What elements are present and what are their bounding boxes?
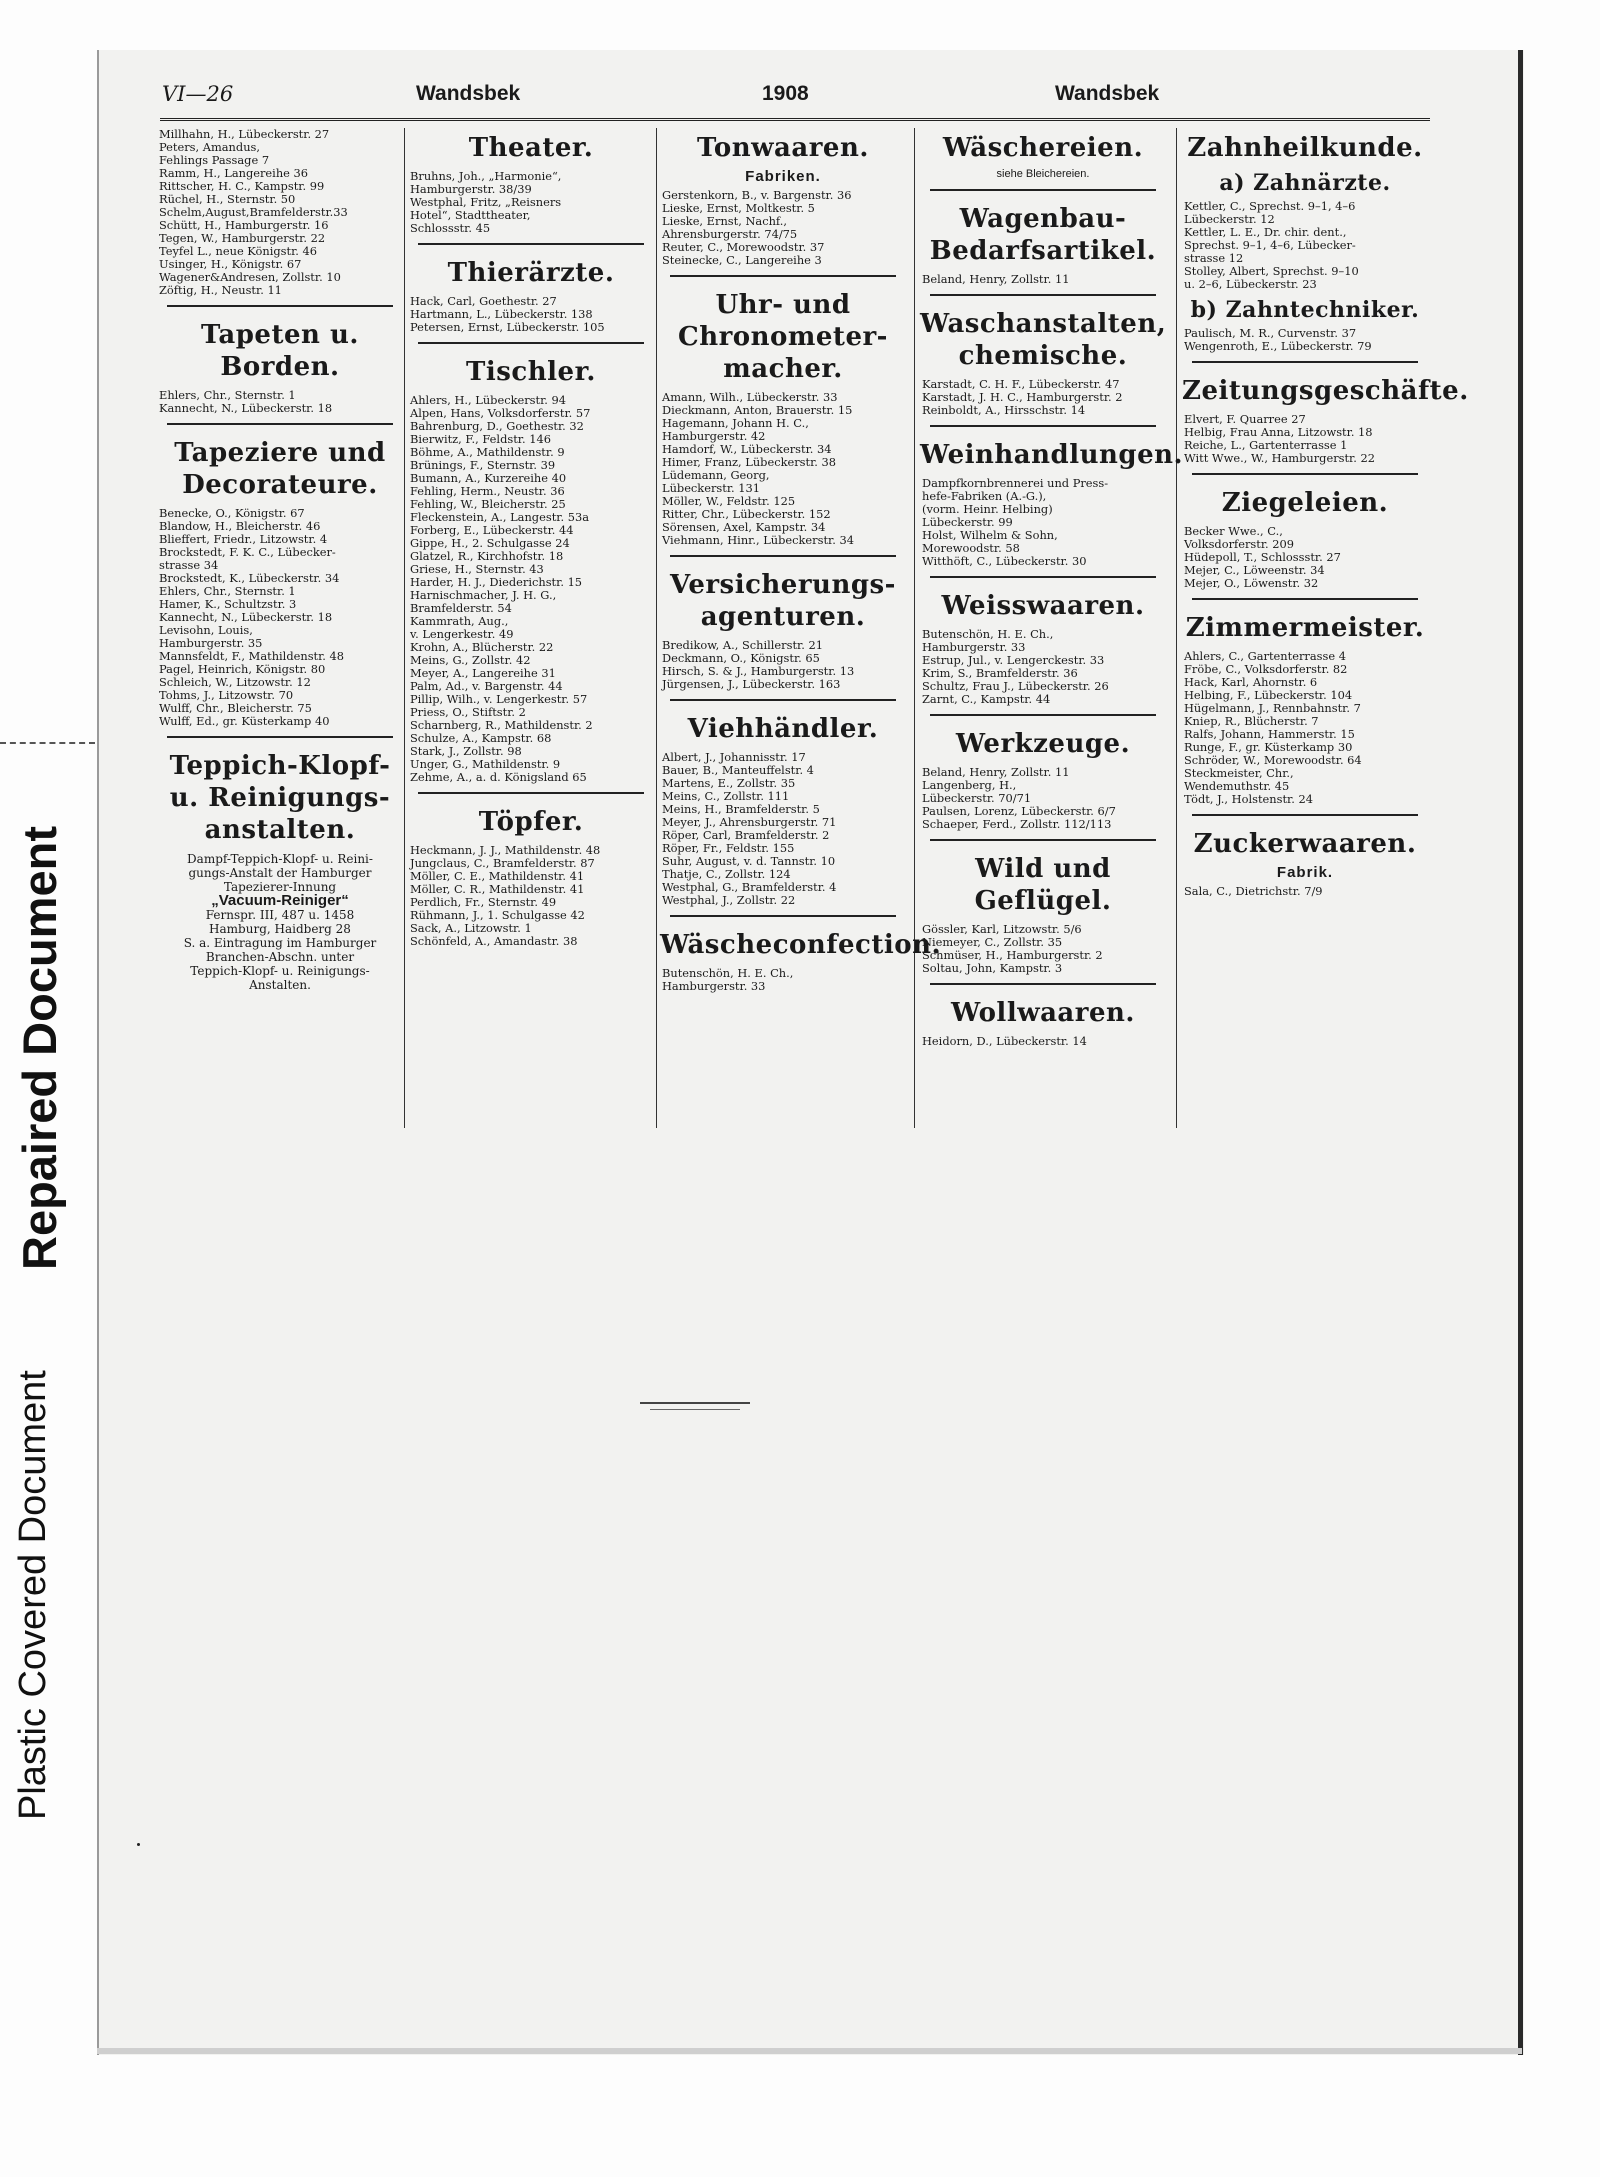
section-separator xyxy=(670,915,896,917)
directory-entry: Röper, Fr., Feldstr. 155 xyxy=(662,841,795,855)
directory-entry: Meyer, J., Ahrensburgerstr. 71 xyxy=(662,815,837,829)
directory-entry: Lüdemann, Georg, Lübeckerstr. 131 xyxy=(662,468,770,495)
section-separator xyxy=(930,294,1156,296)
section-heading: Werkzeuge. xyxy=(955,729,1131,759)
directory-entry: Perdlich, Fr., Sternstr. 49 xyxy=(410,895,557,909)
directory-column-2 xyxy=(408,128,654,948)
directory-entry: Kannecht, N., Lübeckerstr. 18 xyxy=(159,610,333,624)
advertisement-line: Tapezierer-Innung xyxy=(223,880,337,894)
section-heading: Töpfer. xyxy=(478,807,584,837)
directory-entry: Röper, Carl, Bramfelderstr. 2 xyxy=(662,828,830,842)
directory-entry: Sack, A., Litzowstr. 1 xyxy=(410,921,532,935)
directory-entry: Fehling, W., Bleicherstr. 25 xyxy=(410,497,566,511)
directory-entry: Butenschön, H. E. Ch., Hamburgerstr. 33 xyxy=(662,966,794,993)
directory-entry: Ahlers, H., Lübeckerstr. 94 xyxy=(410,393,567,407)
directory-entry: Kettler, L. E., Dr. chir. dent., Sprechst. 9–1, 4–6, Lübecker- strasse 12 xyxy=(1184,225,1356,265)
section-heading: Wäschereien. xyxy=(942,133,1144,163)
advertisement xyxy=(157,852,403,992)
directory-entry: Schelm,August,Bramfelderstr.33 xyxy=(159,205,348,219)
section-separator xyxy=(418,342,644,344)
section-heading: b) Zahntechniker. xyxy=(1190,297,1420,323)
directory-entry: Reuter, C., Morewoodstr. 37 xyxy=(662,240,825,254)
directory-entry: Heidorn, D., Lübeckerstr. 14 xyxy=(922,1034,1087,1048)
section-separator xyxy=(930,425,1156,427)
section-separator xyxy=(930,576,1156,578)
directory-entry: Steckmeister, Chr., Wendemuthstr. 45 xyxy=(1184,766,1294,793)
section-separator xyxy=(670,275,896,277)
header-left-title: Wandsbek xyxy=(416,82,521,105)
directory-entry: Ritter, Chr., Lübeckerstr. 152 xyxy=(662,507,831,521)
directory-entry: Teyfel L., neue Königstr. 46 xyxy=(159,244,317,258)
section-subheading: Fabriken. xyxy=(745,168,821,185)
advertisement-line: Branchen-Abschn. unter xyxy=(205,950,355,964)
section-heading: Theater. xyxy=(468,133,594,163)
directory-entry: Gerstenkorn, B., v. Bargenstr. 36 xyxy=(662,188,852,202)
directory-entry: Thatje, C., Zollstr. 124 xyxy=(662,867,791,881)
advertisement-line: Hamburg, Haidberg 28 xyxy=(209,922,351,936)
directory-entry: Ralfs, Johann, Hammerstr. 15 xyxy=(1184,727,1355,741)
section-heading: Tapeten u. Borden. xyxy=(201,320,359,382)
section-separator xyxy=(418,792,644,794)
directory-entry: Fröbe, C., Volksdorferstr. 82 xyxy=(1184,662,1348,676)
advertisement-line: „Vacuum-Reiniger“ xyxy=(211,892,349,909)
directory-entry: Hack, Carl, Goethestr. 27 xyxy=(410,294,557,308)
directory-entry: Alpen, Hans, Volksdorferstr. 57 xyxy=(410,406,591,420)
directory-entry: Kettler, C., Sprechst. 9–1, 4–6 Lübeckerstr. 12 xyxy=(1184,199,1356,226)
directory-entry: Harder, H. J., Diederichstr. 15 xyxy=(410,575,583,589)
directory-entry: Estrup, Jul., v. Lengerckestr. 33 xyxy=(922,653,1105,667)
section-note: siehe Bleichereien. xyxy=(996,168,1090,180)
directory-entry: Zöftig, H., Neustr. 11 xyxy=(159,283,282,297)
directory-entry: Jungclaus, C., Bramfelderstr. 87 xyxy=(410,856,595,870)
section-heading: Zahnheilkunde. xyxy=(1187,133,1423,163)
directory-entry: Hügelmann, J., Rennbahnstr. 7 xyxy=(1184,701,1361,715)
directory-entry: Sala, C., Dietrichstr. 7/9 xyxy=(1184,884,1323,898)
advertisement-line: S. a. Eintragung im Hamburger xyxy=(183,936,377,950)
section-separator xyxy=(930,189,1156,191)
section-heading: Uhr- und Chronometer- macher. xyxy=(678,290,888,384)
directory-entry: Blieffert, Friedr., Litzowstr. 4 xyxy=(159,532,328,546)
directory-entry: Bahrenburg, D., Goethestr. 32 xyxy=(410,419,584,433)
directory-entry: Helbing, F., Lübeckerstr. 104 xyxy=(1184,688,1353,702)
directory-entry: Benecke, O., Königstr. 67 xyxy=(159,506,305,520)
page-bottom-edge xyxy=(97,2048,1522,2054)
directory-column-1 xyxy=(157,128,403,992)
section-separator xyxy=(1192,361,1418,363)
directory-entry: Beland, Henry, Zollstr. 11 xyxy=(922,272,1070,286)
advertisement-line: Dampf-Teppich-Klopf- u. Reini- xyxy=(187,852,373,866)
section-heading: Ziegeleien. xyxy=(1221,488,1389,518)
directory-entry: Hagemann, Johann H. C., Hamburgerstr. 42 xyxy=(662,416,809,443)
directory-entry: Bruhns, Joh., „Harmonie“, Hamburgerstr. 38/39 xyxy=(410,169,562,196)
directory-entry: Viehmann, Hinr., Lübeckerstr. 34 xyxy=(662,533,854,547)
header-rule xyxy=(160,118,1430,121)
directory-entry: Hartmann, L., Lübeckerstr. 138 xyxy=(410,307,593,321)
directory-entry: Wulff, Ed., gr. Küsterkamp 40 xyxy=(159,714,330,728)
section-separator xyxy=(1192,598,1418,600)
directory-entry: Möller, C. E., Mathildenstr. 41 xyxy=(410,869,585,883)
directory-entry: Paulsen, Lorenz, Lübeckerstr. 6/7 xyxy=(922,804,1116,818)
directory-entry: Schönfeld, A., Amandastr. 38 xyxy=(410,934,578,948)
page-right-edge xyxy=(1518,50,1523,2055)
directory-entry: Tohms, J., Litzowstr. 70 xyxy=(159,688,294,702)
directory-entry: Scharnberg, R., Mathildenstr. 2 xyxy=(410,718,593,732)
directory-entry: Schmüser, H., Hamburgerstr. 2 xyxy=(922,948,1103,962)
directory-entry: Fleckenstein, A., Langestr. 53a xyxy=(410,510,589,524)
directory-entry: Karstadt, C. H. F., Lübeckerstr. 47 xyxy=(922,377,1120,391)
column-divider xyxy=(914,128,915,1128)
directory-entry: Deckmann, O., Königstr. 65 xyxy=(662,651,820,665)
section-heading: Zeitungsgeschäfte. xyxy=(1182,376,1469,406)
directory-entry: Wulff, Chr., Bleicherstr. 75 xyxy=(159,701,312,715)
directory-entry: Witthöft, C., Lübeckerstr. 30 xyxy=(922,554,1087,568)
section-separator xyxy=(930,983,1156,985)
directory-entry: Heckmann, J. J., Mathildenstr. 48 xyxy=(410,843,601,857)
directory-entry: Meins, H., Bramfelderstr. 5 xyxy=(662,802,820,816)
directory-entry: Pillip, Wilh., v. Lengerkestr. 57 xyxy=(410,692,588,706)
directory-entry: Rittscher, H. C., Kampstr. 99 xyxy=(159,179,325,193)
section-heading: Tapeziere und Decorateure. xyxy=(174,438,386,500)
directory-entry: Brockstedt, F. K. C., Lübecker- strasse 34 xyxy=(159,545,336,572)
directory-entry: Hack, Karl, Ahornstr. 6 xyxy=(1184,675,1318,689)
directory-entry: Möller, C. R., Mathildenstr. 41 xyxy=(410,882,585,896)
directory-entry: Westphal, J., Zollstr. 22 xyxy=(662,893,796,907)
directory-entry: Schröder, W., Morewoodstr. 64 xyxy=(1184,753,1362,767)
directory-entry: Pagel, Heinrich, Königstr. 80 xyxy=(159,662,326,676)
directory-entry: Krim, S., Bramfelderstr. 36 xyxy=(922,666,1078,680)
directory-entry: Griese, H., Sternstr. 43 xyxy=(410,562,544,576)
directory-entry: Mejer, O., Löwenstr. 32 xyxy=(1184,576,1319,590)
directory-entry: Zarnt, C., Kampstr. 44 xyxy=(922,692,1051,706)
directory-entry: Bauer, B., Manteuffelstr. 4 xyxy=(662,763,814,777)
page-mark-line xyxy=(650,1409,740,1410)
directory-entry: Sörensen, Axel, Kampstr. 34 xyxy=(662,520,826,534)
directory-entry: Hamer, K., Schultzstr. 3 xyxy=(159,597,297,611)
directory-entry: Meins, G., Zollstr. 42 xyxy=(410,653,531,667)
plastic-covered-label: Plastic Covered Document xyxy=(12,1370,54,1820)
directory-entry: Schütt, H., Hamburgerstr. 16 xyxy=(159,218,329,232)
directory-entry: Peters, Amandus, Fehlings Passage 7 xyxy=(159,140,270,167)
section-separator xyxy=(167,423,393,425)
section-heading: Teppich-Klopf- u. Reinigungs- anstalten. xyxy=(169,751,391,845)
section-heading: Versicherungs- agenturen. xyxy=(670,570,896,632)
speck xyxy=(137,1843,140,1846)
directory-entry: Fehling, Herm., Neustr. 36 xyxy=(410,484,565,498)
advertisement-line: gungs-Anstalt der Hamburger xyxy=(188,866,372,880)
directory-entry: Forberg, E., Lübeckerstr. 44 xyxy=(410,523,574,537)
directory-entry: Brünings, F., Sternstr. 39 xyxy=(410,458,556,472)
section-separator xyxy=(418,243,644,245)
section-heading: Weisswaaren. xyxy=(941,591,1145,621)
directory-entry: Ehlers, Chr., Sternstr. 1 xyxy=(159,584,296,598)
directory-entry: Dieckmann, Anton, Brauerstr. 15 xyxy=(662,403,853,417)
section-heading: Wollwaaren. xyxy=(951,998,1135,1028)
section-heading: Wild und Geflügel. xyxy=(974,854,1112,916)
directory-entry: Ramm, H., Langereihe 36 xyxy=(159,166,309,180)
directory-entry: Ehlers, Chr., Sternstr. 1 xyxy=(159,388,296,402)
directory-entry: Hüdepoll, T., Schlossstr. 27 xyxy=(1184,550,1341,564)
directory-entry: Bredikow, A., Schillerstr. 21 xyxy=(662,638,823,652)
directory-entry: Himer, Franz, Lübeckerstr. 38 xyxy=(662,455,837,469)
header-right-title: Wandsbek xyxy=(1055,82,1160,105)
advertisement-line: Teppich-Klopf- u. Reinigungs- xyxy=(190,964,370,978)
directory-entry: Krohn, A., Blücherstr. 22 xyxy=(410,640,554,654)
scan-edge-dashes xyxy=(0,742,95,744)
directory-entry: Karstadt, J. H. C., Hamburgerstr. 2 xyxy=(922,390,1123,404)
header-year: 1908 xyxy=(762,82,809,105)
directory-entry: Zehme, A., a. d. Königsland 65 xyxy=(410,770,587,784)
section-separator xyxy=(167,736,393,738)
directory-entry: Kannecht, N., Lübeckerstr. 18 xyxy=(159,401,333,415)
directory-entry: Hamdorf, W., Lübeckerstr. 34 xyxy=(662,442,832,456)
section-heading: Waschanstalten, chemische. xyxy=(920,309,1167,371)
section-heading: a) Zahnärzte. xyxy=(1219,170,1391,196)
advertisement-line: Anstalten. xyxy=(249,978,311,992)
directory-entry: Ahlers, C., Gartenterrasse 4 xyxy=(1184,649,1346,663)
page-header xyxy=(162,82,1430,108)
directory-entry: Petersen, Ernst, Lübeckerstr. 105 xyxy=(410,320,605,334)
directory-entry: Hirsch, S. & J., Hamburgerstr. 13 xyxy=(662,664,855,678)
directory-entry: Paulisch, M. R., Curvenstr. 37 xyxy=(1184,326,1357,340)
directory-entry: Helbig, Frau Anna, Litzowstr. 18 xyxy=(1184,425,1373,439)
directory-column-3 xyxy=(660,128,942,993)
directory-entry: Kammrath, Aug., v. Lengerkestr. 49 xyxy=(410,614,514,641)
directory-entry: Becker Wwe., C., Volksdorferstr. 209 xyxy=(1184,524,1295,551)
directory-entry: Witt Wwe., W., Hamburgerstr. 22 xyxy=(1184,451,1375,465)
section-heading: Thierärzte. xyxy=(447,258,615,288)
directory-entry: Levisohn, Louis, Hamburgerstr. 35 xyxy=(159,623,263,650)
directory-entry: Meins, C., Zollstr. 111 xyxy=(662,789,790,803)
directory-column-4 xyxy=(920,128,1184,1048)
section-heading: Weinhandlungen. xyxy=(920,440,1184,470)
directory-entry: Westphal, Fritz, „Reisners Hotel“, Stadttheater, Schlossstr. 45 xyxy=(410,195,562,235)
directory-entry: Reinboldt, A., Hirsschstr. 14 xyxy=(922,403,1086,417)
directory-entry: Martens, E., Zollstr. 35 xyxy=(662,776,796,790)
directory-entry: Palm, Ad., v. Bargenstr. 44 xyxy=(410,679,563,693)
directory-entry: Niemeyer, C., Zollstr. 35 xyxy=(922,935,1063,949)
directory-entry: Bierwitz, F., Feldstr. 146 xyxy=(410,432,551,446)
directory-entry: Wagener&Andresen, Zollstr. 10 xyxy=(159,270,341,284)
section-separator xyxy=(930,839,1156,841)
directory-entry: Reiche, L., Gartenterrasse 1 xyxy=(1184,438,1348,452)
directory-entry: Glatzel, R., Kirchhofstr. 18 xyxy=(410,549,564,563)
directory-entry: Rühmann, J., 1. Schulgasse 42 xyxy=(410,908,585,922)
section-separator xyxy=(930,714,1156,716)
section-heading: Wagenbau- Bedarfsartikel. xyxy=(929,204,1157,266)
directory-entry: Mannsfeldt, F., Mathildenstr. 48 xyxy=(159,649,345,663)
directory-entry: Beland, Henry, Zollstr. 11 xyxy=(922,765,1070,779)
directory-entry: Langenberg, H., Lübeckerstr. 70/71 xyxy=(922,778,1032,805)
section-separator xyxy=(167,305,393,307)
advertisement-line: Fernspr. III, 487 u. 1458 xyxy=(205,908,355,922)
directory-entry: Usinger, H., Königstr. 67 xyxy=(159,257,302,271)
directory-entry: Priess, O., Stiftstr. 2 xyxy=(410,705,526,719)
section-heading: Zimmermeister. xyxy=(1185,613,1425,643)
directory-entry: Dampfkornbrennerei und Press- hefe-Fabriken (A.-G.), (vorm. Heinr. Helbing) Lübeckerstr. 99 xyxy=(922,476,1109,529)
directory-entry: Böhme, A., Mathildenstr. 9 xyxy=(410,445,565,459)
directory-entry: Suhr, August, v. d. Tannstr. 10 xyxy=(662,854,836,868)
directory-entry: Soltau, John, Kampstr. 3 xyxy=(922,961,1063,975)
section-separator xyxy=(1192,814,1418,816)
section-heading: Zuckerwaaren. xyxy=(1193,829,1417,859)
directory-entry: Tödt, J., Holstenstr. 24 xyxy=(1184,792,1313,806)
directory-entry: Meyer, A., Langereihe 31 xyxy=(410,666,556,680)
directory-entry: Westphal, G., Bramfelderstr. 4 xyxy=(662,880,837,894)
directory-entry: Steinecke, C., Langereihe 3 xyxy=(662,253,822,267)
directory-entry: Schulze, A., Kampstr. 68 xyxy=(410,731,552,745)
column-divider xyxy=(656,128,657,1128)
repaired-document-label: Repaired Document xyxy=(13,826,66,1270)
section-heading: Viehhändler. xyxy=(687,714,879,744)
section-heading: Tonwaaren. xyxy=(697,133,869,163)
page-mark-line xyxy=(640,1402,750,1404)
section-separator xyxy=(1192,473,1418,475)
directory-entry: Kniep, R., Blücherstr. 7 xyxy=(1184,714,1319,728)
section-separator xyxy=(670,699,896,701)
directory-entry: Millhahn, H., Lübeckerstr. 27 xyxy=(159,127,330,141)
directory-entry: Lieske, Ernst, Nachf., Ahrensburgerstr. 74/75 xyxy=(662,214,798,241)
directory-entry: Butenschön, H. E. Ch., Hamburgerstr. 33 xyxy=(922,627,1054,654)
directory-entry: Albert, J., Johannisstr. 17 xyxy=(662,750,806,764)
section-heading: Tischler. xyxy=(466,357,596,387)
directory-entry: Schleich, W., Litzowstr. 12 xyxy=(159,675,311,689)
directory-entry: Holst, Wilhelm & Sohn, Morewoodstr. 58 xyxy=(922,528,1058,555)
directory-entry: Runge, F., gr. Küsterkamp 30 xyxy=(1184,740,1353,754)
directory-entry: Lieske, Ernst, Moltkestr. 5 xyxy=(662,201,815,215)
directory-entry: Mejer, C., Löweenstr. 34 xyxy=(1184,563,1325,577)
directory-entry: Gippe, H., 2. Schulgasse 24 xyxy=(410,536,570,550)
directory-entry: Stark, J., Zollstr. 98 xyxy=(410,744,522,758)
directory-entry: Stolley, Albert, Sprechst. 9–10 u. 2–6, Lübeckerstr. 23 xyxy=(1184,264,1359,291)
directory-entry: Amann, Wilh., Lübeckerstr. 33 xyxy=(662,390,838,404)
directory-entry: Wengenroth, E., Lübeckerstr. 79 xyxy=(1184,339,1372,353)
directory-entry: Jürgensen, J., Lübeckerstr. 163 xyxy=(662,677,841,691)
directory-entry: Gössler, Karl, Litzowstr. 5/6 xyxy=(922,922,1082,936)
directory-entry: Elvert, F. Quarree 27 xyxy=(1184,412,1306,426)
directory-entry: Schultz, Frau J., Lübeckerstr. 26 xyxy=(922,679,1109,693)
directory-column-5 xyxy=(1182,128,1469,898)
directory-entry: Schaeper, Ferd., Zollstr. 112/113 xyxy=(922,817,1112,831)
directory-entry: Blandow, H., Bleicherstr. 46 xyxy=(159,519,321,533)
section-subheading: Fabrik. xyxy=(1276,864,1334,881)
section-heading: Wäscheconfection. xyxy=(660,930,942,960)
column-divider xyxy=(404,128,405,1128)
directory-entry: Tegen, W., Hamburgerstr. 22 xyxy=(159,231,326,245)
directory-entry: Harnischmacher, J. H. G., Bramfelderstr. 54 xyxy=(410,588,557,615)
page-number: VI—26 xyxy=(162,82,234,106)
directory-entry: Bumann, A., Kurzereihe 40 xyxy=(410,471,567,485)
section-separator xyxy=(670,555,896,557)
directory-entry: Brockstedt, K., Lübeckerstr. 34 xyxy=(159,571,340,585)
directory-entry: Unger, G., Mathildenstr. 9 xyxy=(410,757,561,771)
column-divider xyxy=(1176,128,1177,1128)
directory-entry: Rüchel, H., Sternstr. 50 xyxy=(159,192,296,206)
directory-entry: Möller, W., Feldstr. 125 xyxy=(662,494,796,508)
